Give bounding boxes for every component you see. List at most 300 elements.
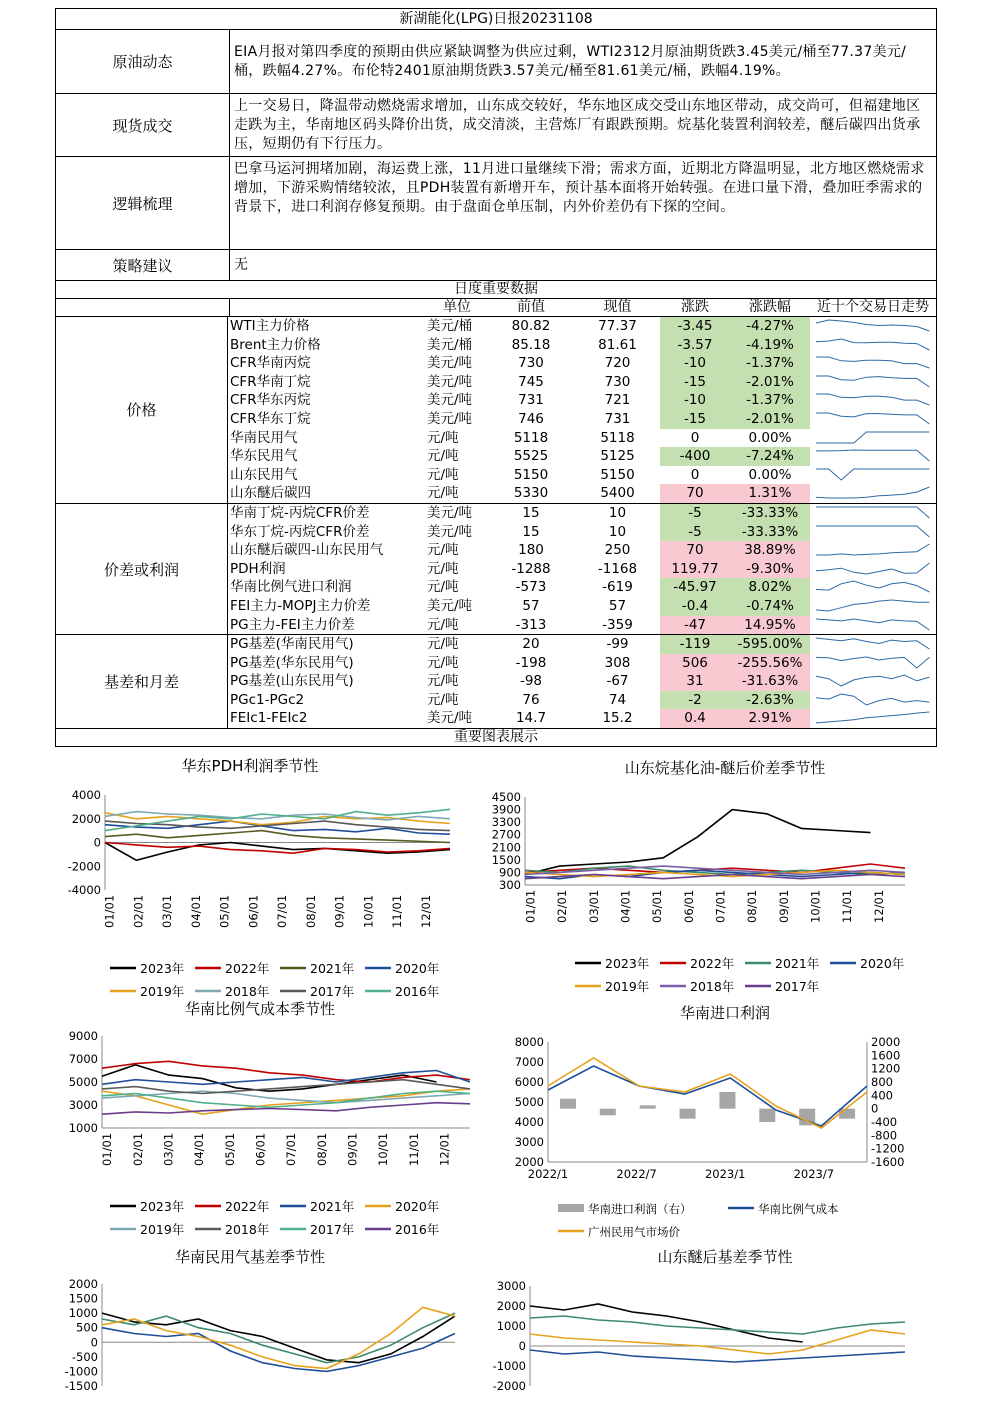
row-pct: 0.00% [748,466,792,483]
legend-label: 2019年 [605,979,650,994]
x-tick-label: 10/01 [361,894,376,928]
y-tick-label: 3000 [496,1279,526,1293]
bar-mark [759,1109,775,1122]
x-tick-label: 04/01 [192,1132,207,1166]
legend-label: 2017年 [310,984,355,999]
y-tick-label: -4000 [67,883,101,897]
series-line [102,1313,455,1363]
row-name: Brent主力价格 [230,336,321,353]
row-prev: -198 [515,654,547,671]
sparkline-path [816,339,929,350]
row-name: 华东民用气 [230,448,298,465]
x-tick-label: 09/01 [345,1132,360,1166]
row-cur: -67 [606,673,629,690]
row-pct: 0.00% [748,429,792,446]
x-tick-label: 02/01 [130,1132,145,1166]
row-name: PG基差(山东民用气) [230,673,354,690]
y-tick-label: 5000 [68,1075,98,1089]
row-pct: -2.01% [730,373,810,392]
y-tick-label: 3900 [491,802,521,817]
row-cur: 720 [604,355,631,372]
row-cur: -99 [606,636,629,653]
row-change: -45.97 [660,578,730,597]
row-cur: 730 [604,373,631,390]
row-prev: 20 [522,636,540,653]
table-row [228,691,936,710]
trend-sparkline [810,447,936,465]
table-row [228,504,936,523]
row-change: -3.45 [660,317,730,336]
series-line [102,1065,437,1091]
row-unit: 美元/吨 [427,410,473,427]
x-tick-label: 06/01 [681,889,696,923]
sparkline-path [816,638,929,649]
row-unit: 元/吨 [427,448,459,465]
trend-sparkline [810,336,936,354]
row-change: -5 [660,523,730,542]
row-change: -15 [660,373,730,392]
trend-sparkline [810,373,936,391]
legend-label: 2019年 [140,1222,185,1237]
x-tick-label: 08/01 [745,889,760,923]
row-cur: 74 [608,691,627,708]
header-chg: 涨跌 [681,299,709,315]
legend-label: 2022年 [690,956,735,971]
x-tick-label: 10/01 [808,889,823,923]
section-label: 逻辑梳理 [56,157,230,249]
row-prev: 14.7 [515,710,547,727]
x-tick-label: 08/01 [314,1132,329,1166]
sparkline-path [816,432,929,443]
bar-mark [600,1109,616,1116]
row-change: -0.4 [660,597,730,616]
table-header [56,299,936,317]
row-change: -5 [660,504,730,523]
row-name: PGc1-PGc2 [230,691,305,708]
row-cur: -619 [602,579,633,596]
y-tick-label: -1000 [492,1359,526,1373]
row-pct: -595.00% [730,635,810,654]
row-name: PG主力-FEI主力价差 [230,616,355,633]
data-group [56,504,936,635]
row-prev: 80.82 [511,318,551,334]
daily-data-title: 日度重要数据 [56,281,936,299]
sparkline-path [816,376,929,387]
x-tick-label: 11/01 [390,894,405,928]
table-row [228,672,936,691]
bar-mark [640,1105,656,1108]
row-prev: 731 [518,392,544,409]
legend-label: 2017年 [775,979,820,994]
row-cur: 15.2 [602,710,633,727]
sparkline-path [816,394,929,405]
y-tick-label: 1000 [496,1319,526,1333]
row-pct: -255.56% [730,654,810,673]
row-unit: 元/吨 [427,560,459,577]
section-text: 巴拿马运河拥堵加剧，海运费上涨，11月进口量继续下滑；需求方面，近期北方降温明显，北方地区燃烧需求增加，下游采购情绪较浓，且PDH装置有新增开车，预计基本面将开始转强。在进口量下滑，叠加旺季需求的背景下，进口利润存修复预期。由于盘面仓单压制，内外价差仍有下探的空间。 [234,161,925,215]
x-tick-label: 05/01 [650,889,665,923]
table-row [228,635,936,654]
row-prev: 5118 [513,429,549,446]
sparkline-path [816,450,929,461]
table-row [228,541,936,560]
row-prev: 15 [522,504,540,521]
y-tick-label: 2000 [71,811,101,826]
row-cur: 10 [608,523,627,540]
row-cur: -1168 [597,560,638,577]
row-cur: 5400 [600,485,635,502]
header-prev: 前值 [517,299,545,315]
table-row [228,597,936,616]
row-unit: 美元/吨 [427,597,473,614]
row-unit: 美元/吨 [427,710,473,727]
chart-title: 华南进口利润 [679,1004,770,1022]
chart-svg [491,757,955,997]
legend-label: 广州民用气市场价 [588,1225,680,1239]
x-tick-label: 04/01 [618,889,633,923]
row-unit: 美元/吨 [427,355,473,372]
sparkline-path [816,507,929,518]
row-prev: 745 [518,373,544,390]
legend-label: 2023年 [605,956,650,971]
row-unit: 元/吨 [427,579,459,596]
row-name: 山东醚后碳四-山东民用气 [230,542,384,559]
row-unit: 美元/吨 [427,373,473,390]
row-unit: 美元/吨 [427,392,473,409]
row-prev: 5525 [513,448,549,465]
chart-title: 山东烷基化油-醚后价差季节性 [624,759,826,777]
x-tick-label: 03/01 [160,894,175,928]
x-tick-label: 11/01 [840,889,855,923]
sparkline-path [816,581,929,592]
table-row [228,447,936,466]
x-tick-label: 11/01 [406,1132,421,1166]
sparkline-path [816,694,929,705]
trend-sparkline [810,466,936,484]
row-name: 华南民用气 [230,429,298,446]
legend-label: 2022年 [225,961,270,976]
row-name: CFR华南丁烷 [230,373,311,390]
row-change: 119.77 [660,560,730,579]
row-name: FEIc1-FEIc2 [230,710,308,727]
daily-report [55,8,937,747]
trend-sparkline [810,541,936,559]
legend-label: 2016年 [395,1222,440,1237]
row-pct: 1.31% [730,484,810,503]
y-tick-label: 2100 [491,840,521,855]
y-tick-label: 6000 [514,1075,544,1089]
x-tick-label: 06/01 [253,1132,268,1166]
trend-sparkline [810,504,936,522]
series-line [530,1330,905,1354]
x-tick-label: 06/01 [246,894,261,928]
row-pct: -31.63% [730,672,810,691]
y-tick-label: 1500 [491,852,521,867]
row-unit: 元/吨 [427,654,459,671]
row-cur: -359 [602,616,633,633]
bar-mark [680,1109,696,1119]
data-group [56,317,936,504]
row-pct: -2.63% [730,691,810,710]
legend-label: 2020年 [860,956,905,971]
chart-title: 华南比例气成本季节性 [184,1000,335,1018]
table-row [228,410,936,429]
row-cur: 77.37 [598,318,637,334]
row-prev: 85.18 [511,336,551,353]
x-tick-label: 2023/1 [704,1167,746,1181]
row-name: CFR华东丁烷 [230,410,311,427]
row-prev: 180 [518,542,544,559]
row-name: 华南丁烷-丙烷CFR价差 [230,504,370,521]
row-prev: 746 [518,410,544,427]
header-cur: 现值 [603,299,632,315]
row-prev: 15 [522,523,540,540]
x-tick-label: 09/01 [332,894,347,928]
report-title: 新湖能化(LPG)日报20231108 [56,9,936,30]
table-row [228,466,936,485]
row-prev: 76 [522,691,540,708]
x-tick-label: 04/01 [188,894,203,928]
table-row [228,616,936,635]
y2-tick-label: 1600 [871,1048,901,1063]
row-name: 山东醚后碳四 [230,485,311,502]
series-line [105,831,450,843]
y-tick-label: -2000 [492,1379,526,1393]
row-cur: 250 [604,542,631,559]
row-change: 70 [660,484,730,503]
legend-label: 2022年 [225,1199,270,1214]
row-unit: 元/吨 [427,691,459,708]
row-name: WTI主力价格 [230,318,310,334]
legend-label: 2017年 [310,1222,355,1237]
section-spot [56,94,936,157]
row-pct: -1.37% [730,354,810,373]
table-row [228,429,936,448]
legend-label: 2019年 [140,984,185,999]
trend-sparkline [810,578,936,596]
row-pct: -2.01% [730,410,810,429]
row-cur: 57 [608,597,627,614]
y-tick-label: 4500 [491,790,521,804]
y-tick-label: 4000 [71,788,101,802]
y-tick-label: 2000 [496,1299,526,1313]
row-prev: -313 [515,616,547,633]
trend-sparkline [810,523,936,541]
y-tick-label: -2000 [67,859,101,874]
row-pct: 14.95% [730,616,810,635]
chart-title: 华东PDH利润季节性 [181,757,319,775]
header-unit: 单位 [443,299,471,315]
table-row [228,709,936,728]
chart [30,1246,470,1403]
y-tick-label: 1500 [68,1291,98,1306]
group-label: 价差或利润 [56,504,228,634]
row-change: 0.4 [660,709,730,728]
chart-title: 华南民用气基差季节性 [174,1248,325,1266]
series-line [548,1066,867,1126]
row-unit: 美元/吨 [427,523,473,540]
y-tick-label: 0 [93,835,101,850]
table-row [228,654,936,673]
x-tick-label: 07/01 [713,889,728,923]
trend-sparkline [810,354,936,372]
table-row [228,578,936,597]
table-row [228,391,936,410]
data-group [56,635,936,729]
data-groups [56,317,936,729]
table-row [228,560,936,579]
legend-label: 2020年 [395,1199,440,1214]
y-tick-label: 0 [518,1339,526,1353]
y2-tick-label: -800 [871,1128,898,1143]
row-cur: 5150 [600,466,635,483]
row-prev: -573 [515,579,547,596]
row-change: 506 [660,654,730,673]
series-line [102,1313,455,1363]
x-tick-label: 08/01 [303,894,318,928]
y2-tick-label: -1600 [871,1155,905,1169]
x-tick-label: 01/01 [102,894,117,928]
trend-sparkline [810,391,936,409]
y-tick-label: 1000 [68,1121,98,1135]
bar-mark [560,1099,576,1109]
row-unit: 元/吨 [427,466,459,483]
table-row [228,523,936,542]
group-label: 价格 [56,317,228,503]
y-tick-label: -500 [71,1349,98,1364]
row-change: -10 [660,354,730,373]
x-tick-label: 12/01 [418,894,433,928]
row-name: CFR华南丙烷 [230,355,311,372]
y2-tick-label: 400 [871,1088,893,1103]
row-unit: 元/吨 [427,673,459,690]
x-tick-label: 10/01 [376,1132,391,1166]
row-unit: 元/吨 [427,542,459,559]
sparkline-path [816,469,929,480]
y2-tick-label: 0 [871,1101,879,1116]
x-tick-label: 2022/7 [616,1167,657,1181]
row-cur: 5125 [600,448,635,465]
sparkline-path [816,544,929,555]
row-unit: 美元/吨 [427,504,473,521]
row-change: 31 [660,672,730,691]
bar-mark [839,1109,855,1119]
section-text: 上一交易日，降温带动燃烧需求增加，山东成交较好，华东地区成交受山东地区带动，成交尚可，但福建地区走跌为主，华南地区码头降价出货，成交清淡，主营炼厂有跟跌预期。烷基化装置利润较差，醚后碳四出货承压，短期仍有下行压力。 [234,98,921,152]
section-logic [56,157,936,250]
sparkline-path [816,413,929,424]
x-tick-label: 03/01 [586,889,601,923]
sparkline-path [816,320,929,331]
x-tick-label: 12/01 [871,889,886,923]
x-tick-label: 02/01 [555,889,570,923]
series-line [102,1307,455,1368]
chart-svg [492,1246,955,1403]
row-pct: -4.27% [730,317,810,336]
legend-label: 2021年 [310,1199,355,1214]
y-tick-label: 500 [76,1320,98,1335]
sparkline-path [816,712,929,723]
chart [491,757,955,997]
y2-tick-label: 2000 [871,1035,901,1049]
table-row [228,354,936,373]
x-tick-label: 2023/7 [793,1167,835,1181]
chart-svg [30,1246,470,1403]
row-change: -47 [660,616,730,635]
y2-tick-label: 1200 [871,1061,901,1076]
legend-label: 2018年 [225,984,270,999]
legend-label: 2023年 [140,1199,185,1214]
row-unit: 美元/桶 [427,318,473,334]
trend-sparkline [810,654,936,672]
trend-sparkline [810,429,936,447]
y-tick-label: 3300 [491,815,521,830]
y-tick-label: -1000 [64,1364,98,1379]
legend-label: 2016年 [395,984,440,999]
table-row [228,317,936,336]
row-cur: 10 [608,504,627,521]
row-pct: -33.33% [730,523,810,542]
row-name: CFR华东丙烷 [230,392,311,409]
table-row [228,373,936,392]
section-text: EIA月报对第四季度的预期由供应紧缺调整为供应过剩，WTI2312月原油期货跌3.45美元/桶至77.37美元/桶，跌幅4.27%。布伦特2401原油期货跌3.57美元/桶至81.61美元/桶，跌幅4.19%。 [234,44,907,79]
group-label: 基差和月差 [56,635,228,728]
legend-label: 2021年 [310,961,355,976]
row-prev: -1288 [511,560,551,577]
x-tick-label: 09/01 [776,889,791,923]
legend-label: 2018年 [690,979,735,994]
y-tick-label: 5000 [514,1095,544,1109]
series-line [548,1058,867,1128]
sparkline-path [816,487,929,498]
trend-sparkline [810,616,936,634]
row-change: -400 [660,447,730,466]
trend-sparkline [810,709,936,727]
row-change: 0 [690,466,700,483]
trend-sparkline [810,560,936,578]
y-tick-label: 900 [499,865,521,880]
chart-svg [30,998,490,1238]
y-tick-label: 0 [90,1335,98,1350]
row-cur: 81.61 [598,336,637,353]
section-label: 现货成交 [56,94,230,156]
series-line [530,1316,905,1334]
chart [492,1246,955,1403]
row-pct: -0.74% [730,597,810,616]
row-name: PG基差(华南民用气) [230,636,354,653]
row-name: PG基差(华东民用气) [230,654,354,671]
chart-svg [30,755,470,999]
legend-label: 2020年 [395,961,440,976]
row-pct: -1.37% [730,391,810,410]
x-tick-label: 05/01 [217,894,232,928]
row-cur: 5118 [600,429,635,446]
series-line [530,1304,803,1342]
row-prev: 57 [522,597,540,614]
y-tick-label: 3000 [68,1098,98,1112]
sparkline-path [816,563,929,574]
row-name: 山东民用气 [230,466,298,483]
series-line [530,1350,905,1362]
y-tick-label: 8000 [514,1035,544,1049]
row-change: -2 [660,691,730,710]
row-prev: -98 [519,673,543,690]
y-tick-label: 7000 [514,1055,544,1069]
table-row [228,336,936,355]
section-label: 原油动态 [56,30,230,93]
x-tick-label: 02/01 [131,894,146,928]
x-tick-label: 01/01 [100,1132,115,1166]
trend-sparkline [810,410,936,428]
